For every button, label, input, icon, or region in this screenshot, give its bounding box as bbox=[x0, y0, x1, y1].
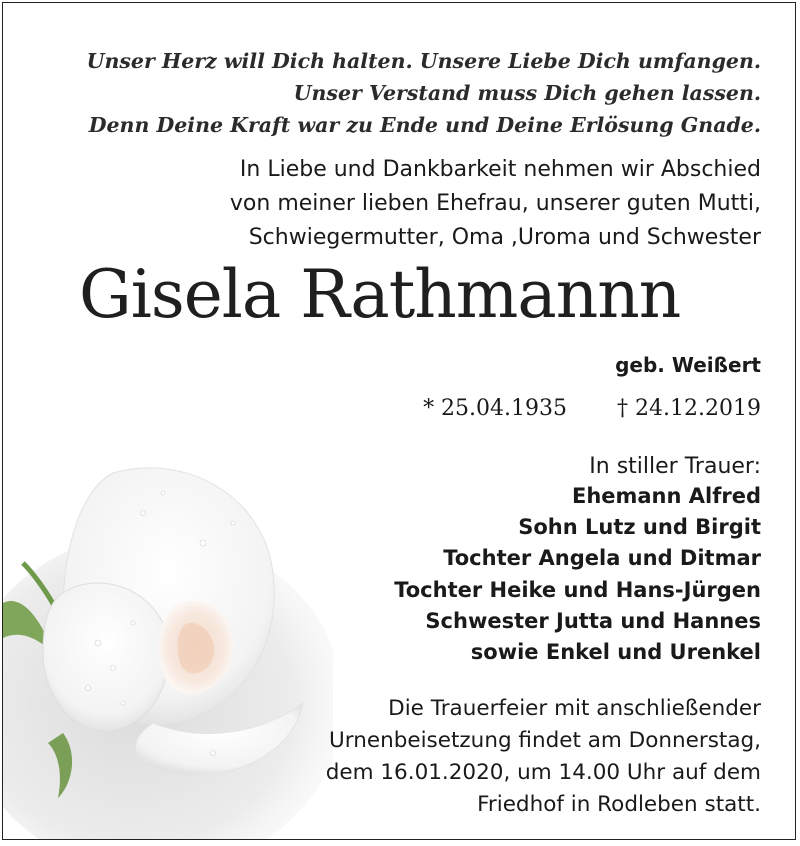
farewell-intro bbox=[230, 153, 761, 255]
mourner-item: Tochter Heike und Hans-Jürgen bbox=[394, 577, 761, 602]
deceased-name: Gisela Rathmannn bbox=[79, 256, 681, 333]
memorial-quote bbox=[87, 45, 761, 141]
maiden-name: geb. Weißert bbox=[615, 353, 761, 377]
mourner-item: Tochter Angela und Ditmar bbox=[443, 546, 761, 571]
mourners-list bbox=[394, 481, 761, 668]
quote-line: Unser Herz will Dich halten. Unsere Liebe Dich umfangen. bbox=[86, 49, 761, 73]
mourner-item: Ehemann Alfred bbox=[571, 484, 761, 508]
quote-line: Denn Deine Kraft war zu Ende und Deine Erlösung Gnade. bbox=[88, 113, 761, 137]
funeral-line: Urnenbeisetzung findet am Donnerstag, bbox=[329, 728, 761, 753]
birth-date: * 25.04.1935 bbox=[423, 396, 568, 421]
intro-line: In Liebe und Dankbarkeit nehmen wir Abschied bbox=[239, 157, 761, 182]
mourners-label: In stiller Trauer: bbox=[589, 454, 761, 479]
mourner-item: Sohn Lutz und Birgit bbox=[518, 515, 761, 540]
death-date: † 24.12.2019 bbox=[617, 396, 761, 421]
white-rose-image bbox=[3, 453, 333, 840]
intro-line: Schwiegermutter, Oma ,Uroma und Schwester bbox=[248, 225, 761, 250]
mourner-item: sowie Enkel und Urenkel bbox=[470, 640, 761, 665]
quote-line: Unser Verstand muss Dich gehen lassen. bbox=[293, 81, 761, 105]
mourner-item: Schwester Jutta und Hannes bbox=[425, 608, 761, 633]
funeral-line: Friedhof in Rodleben statt. bbox=[477, 792, 761, 817]
funeral-notice bbox=[326, 693, 761, 821]
life-dates bbox=[423, 393, 761, 425]
obituary-card bbox=[2, 2, 796, 840]
intro-line: von meiner lieben Ehefrau, unserer guten Mutti, bbox=[229, 191, 761, 216]
funeral-line: dem 16.01.2020, um 14.00 Uhr auf dem bbox=[325, 760, 761, 785]
funeral-line: Die Trauerfeier mit anschließender bbox=[388, 696, 761, 721]
